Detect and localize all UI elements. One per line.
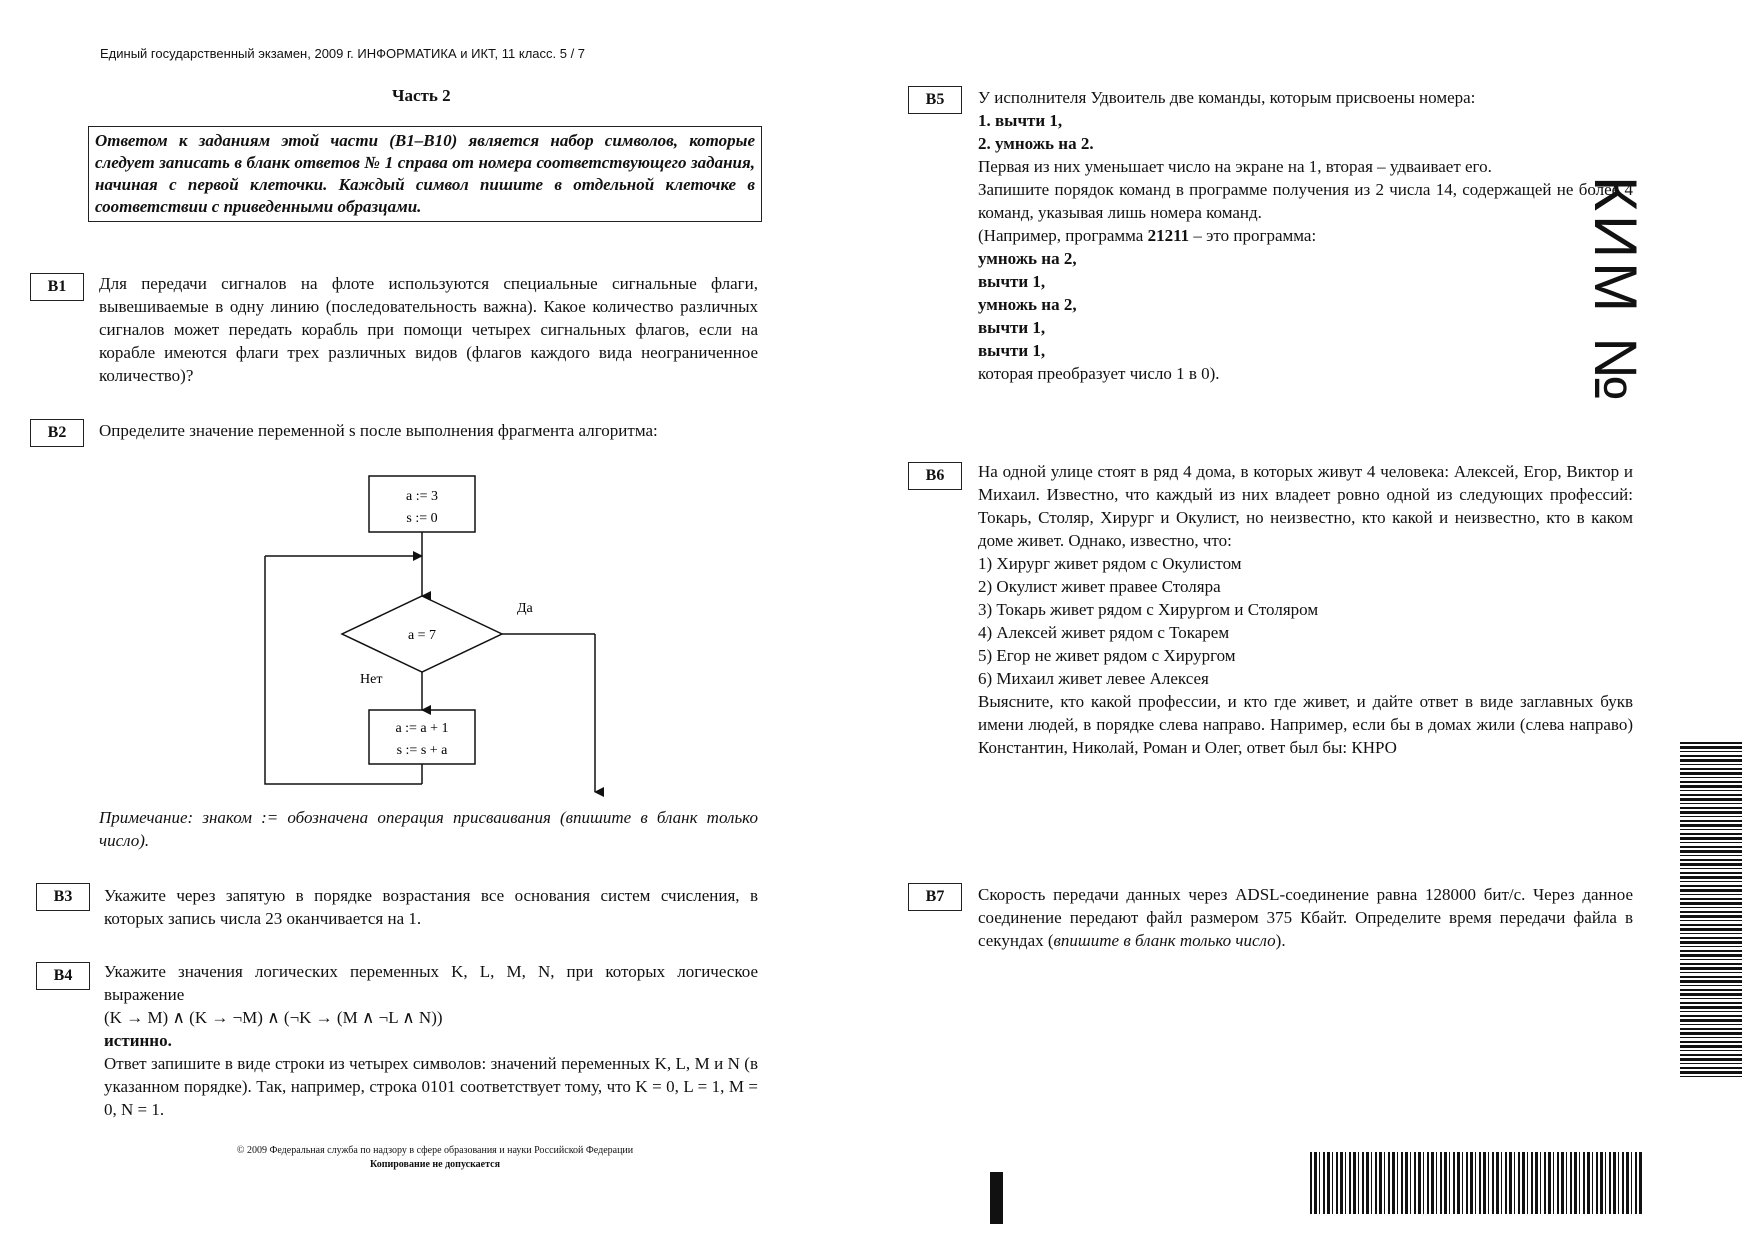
task-b6-c2: 2) Окулист живет правее Столяра — [978, 577, 1221, 596]
task-b6-c6: 6) Михаил живет левее Алексея — [978, 669, 1209, 688]
task-b4-formula: (K → M) ∧ (K → ¬M) ∧ (¬K → (M ∧ ¬L ∧ N)) — [104, 1008, 443, 1027]
page-header: Единый государственный экзамен, 2009 г. ИНФОРМАТИКА и ИКТ, 11 класс. 5 / 7 — [100, 46, 586, 61]
footer-copy-notice: Копирование не допускается — [369, 1159, 501, 1170]
instructions-box: Ответом к заданиям этой части (В1–В10) является набор символов, которые следует записать в бланк ответов № 1 справа от номера соответствующего задания, начиная с первой клеточки. Каждый символ пишите в отдельной клеточке в соответствии с приведенными образцами. — [88, 126, 762, 222]
task-b2-text: Определите значение переменной s после выполнения фрагмента алгоритма: — [99, 421, 658, 440]
task-b5-p1: умножь на 2, — [978, 249, 1077, 268]
task-tag-b3: B3 — [36, 883, 90, 911]
task-tag-b7: B7 — [908, 883, 962, 911]
task-b3-text: Укажите через запятую в порядке возрастания все основания систем счисления, в которых запись числа 23 оканчивается на 1. — [104, 886, 758, 928]
task-b2-note: Примечание: знаком := обозначена операция присваивания (впишите в бланк только число). — [99, 808, 758, 850]
task-b5-line2: Первая из них уменьшает число на экране на 1, вторая – удваивает его. — [978, 157, 1492, 176]
task-b4-bold: истинно. — [104, 1031, 172, 1050]
task-b5-cmd2: 2. умножь на 2. — [978, 134, 1094, 153]
task-b5-p5: вычти 1, — [978, 341, 1046, 360]
task-b5-end: которая преобразует число 1 в 0). — [978, 364, 1220, 383]
task-b5-cmd1: 1. вычти 1, — [978, 111, 1063, 130]
task-b6-c4: 4) Алексей живет рядом с Токарем — [978, 623, 1230, 642]
part-title: Часть 2 — [392, 86, 451, 105]
task-tag-b4: B4 — [36, 962, 90, 990]
no-label: Нет — [360, 672, 383, 687]
task-b6-c5: 5) Егор не живет рядом с Хирургом — [978, 646, 1236, 665]
task-b5-example: (Например, программа 21211 – это программа: — [978, 226, 1317, 245]
task-b7-text: Скорость передачи данных через ADSL-соединение равна 128000 бит/c. Через данное соединение передают файл размером 375 Кбайт. Определите время передачи файла в секундах (впишите в бланк только число). — [978, 885, 1633, 950]
footer-copyright: © 2009 Федеральная служба по надзору в сфере образования и науки Российской Федерации — [236, 1145, 634, 1156]
init-s: s := 0 — [406, 511, 438, 526]
yes-label: Да — [517, 601, 533, 616]
task-b4-block — [104, 960, 758, 1121]
body-s: s := s + a — [396, 743, 448, 758]
task-tag-b2: B2 — [30, 419, 84, 447]
task-tag-b6: B6 — [908, 462, 962, 490]
task-b1-text: Для передачи сигналов на флоте используются специальные сигнальные флаги, вывешиваемые в одну линию (последовательность важна). Какое количество различных сигналов может передать корабль при помощи четырех сигнальных флагов, если на корабле имеются флаги трех различных видов (флагов каждого вида неограниченное количество)? — [99, 274, 758, 385]
init-a: a := 3 — [406, 489, 438, 504]
task-b5-p4: вычти 1, — [978, 318, 1046, 337]
task-b6-c3: 3) Токарь живет рядом с Хирургом и Столяром — [978, 600, 1319, 619]
task-b4-text2: Ответ запишите в виде строки из четырех символов: значений переменных K, L, M и N (в указанном порядке). Так, например, строка 0101 соответствует тому, что K = 0, L = 1, M = 0, N = 1. — [104, 1054, 758, 1119]
body-a: a := a + 1 — [395, 721, 449, 736]
alignment-mark — [990, 1172, 1003, 1224]
task-b5-p2: вычти 1, — [978, 272, 1046, 291]
task-b5-block — [978, 86, 1633, 385]
task-b4-text1: Укажите значения логических переменных K, L, M, N, при которых логическое выражение — [104, 962, 758, 1004]
task-b5-p3: умножь на 2, — [978, 295, 1077, 314]
task-b5-line1: У исполнителя Удвоитель две команды, которым присвоены номера: — [978, 88, 1476, 107]
condition-text: a = 7 — [407, 628, 437, 643]
task-b6-outro: Выясните, кто какой профессии, и кто где живет, и дайте ответ в виде заглавных букв имени людей, в порядке слева направо. Например, если бы в домах жили (слева направо) Константин, Николай, Роман и Олег, ответ был бы: КНРО — [978, 692, 1633, 757]
task-b6-block — [978, 460, 1633, 759]
kim-number-label: КИМ № — [1582, 176, 1649, 406]
flowchart — [255, 470, 615, 800]
task-b5-line3: Запишите порядок команд в программе получения из 2 числа 14, содержащей не более 4 команд, указывая лишь номера команд. — [978, 180, 1633, 222]
task-b6-intro: На одной улице стоят в ряд 4 дома, в которых живут 4 человека: Алексей, Егор, Виктор и Михаил. Известно, что каждый из них владеет ровно одной из следующих профессий: Токарь, Столяр, Хирург и Окулист, но неизвестно, кто какой и неизвестно, кто в каком доме живет. Однако, известно, что: — [978, 462, 1633, 550]
task-b6-c1: 1) Хирург живет рядом с Окулистом — [978, 554, 1242, 573]
barcode-vertical — [1680, 742, 1742, 1080]
footer — [140, 1144, 730, 1172]
task-tag-b5: B5 — [908, 86, 962, 114]
task-tag-b1: B1 — [30, 273, 84, 301]
barcode-horizontal — [1310, 1152, 1642, 1214]
